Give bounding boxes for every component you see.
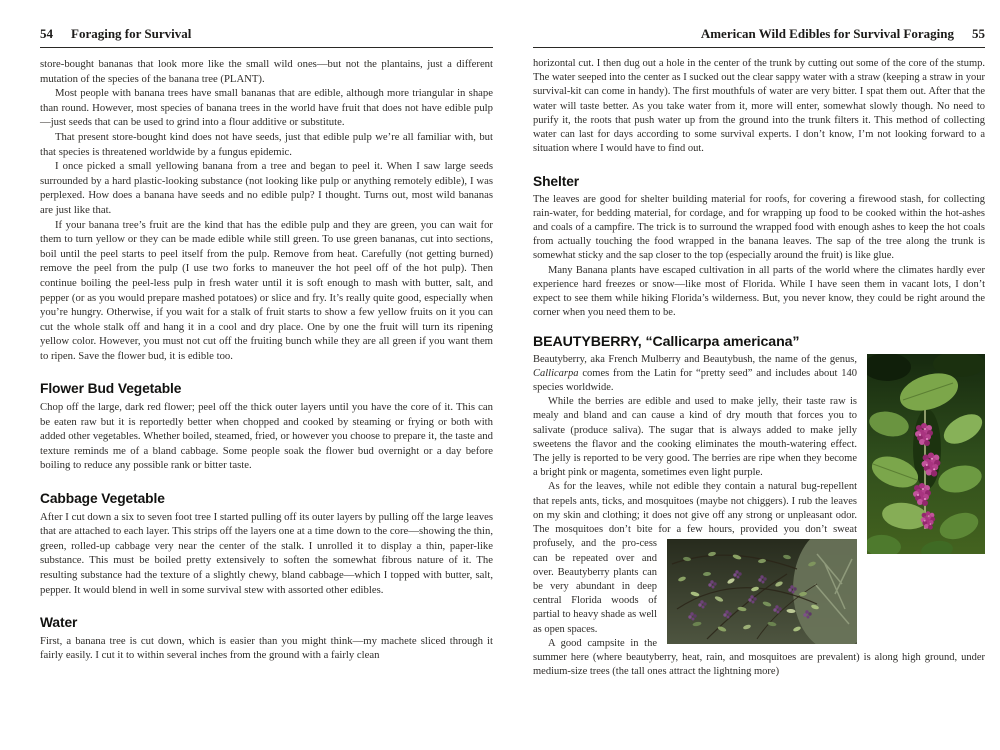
- paragraph: If your banana tree’s fruit are the kind that has the edible pulp and they are green, you can wait for them to turn yellow or they can be made edible while still green. To use green bananas, cut into sections, boil until the peel starts to peel itself from the pulp. Remove from heat. Carefully (not getting burned) remove the peel from the pulp (I use two forks to maneuver the hot peel off of the hot pulp). Then continue boiling the peel-less pulp in fresh water until it is soft enough to mash with butter, salt, and pepper (or as you would prepare mashed potatoes) or slice and fry. It’s really quite good, especially when you’re hungry. Otherwise, if you wait for a stalk of fruit starts to show a few yellow fruits on it you can cut the whole stalk off and hang it in a cool and dry place. One by one the fruit will turn its ripening yellow color. However, you must not cut off the fruiting bunch while they are all green if you want them to ripen. Save the flower bud, it is edible too.: [40, 218, 493, 362]
- page-header-left: [40, 26, 493, 48]
- paragraph: Most people with banana trees have small bananas that are edible, although more triangular in shape than round. However, most species of banana trees in the world have fruit that does not have edible pulp—just seeds that can be used to grind into a flour additive or substitute.: [40, 87, 493, 129]
- section-heading-water: Water: [40, 615, 78, 631]
- text-segment: cess can be repeated over and over. Beautyberry plants can be very abundant in deep central Florida woods of partial to heavy shade as well as open spaces.: [533, 538, 657, 635]
- paragraph: horizontal cut. I then dug out a hole in the center of the trunk by cutting out some of the core of the stump. The water seeped into the center as I sucked out the clear sappy water with a straw (keeping a straw in your survival-kit can come in handy). The first mouthfuls of water are very bitter. I spat them out. After that the water will taste better. As you take water from it, more will enter, somewhat slowly though. No need to purify it, the roots that push water up from the ground into the trunk filters it. This method of collecting water can last for days according to some survival experts. I don’t know, I’m not looking forward to a situation where I would have to find out.: [533, 58, 985, 155]
- paragraph: First, a banana tree is cut down, which is easier than you might think—my machete sliced through it fairly easily. I cut it to within several inches from the ground with a fairly clean: [40, 634, 493, 662]
- paragraph: Chop off the large, dark red flower; peel off the thick outer layers until you have the core of it. This can be eaten raw but it is reportedly better when chopped and cooked by steaming or frying or both with added other vegetables. Whether boiled, steamed, fried, or however you choose to prepare it, the taste and texture reminds me of a bland cabbage. Some people soak the flower bud overnight or a day before boiling to reduce any possible rank or bitter taste.: [40, 401, 493, 472]
- paragraph: After I cut down a six to seven foot tree I started pulling off its outer layers by pulling off the large leaves that are attached to each layer. This strips off the layers one at a time down to the core—showing the thin, green, rolled-up cabbage very near the center of the stalk. I unrolled it to display a thin, paper-like substance. This must be boiled pretty extensively to soften the somewhat fibrous nature of it. The resulting substance had the texture of a slightly chewy, bland cabbage—which I topped with butter, salt, pepper. It would blend in well in some survival stew with assorted other edibles.: [40, 510, 493, 596]
- paragraph: I once picked a small yellowing banana from a tree and began to peel it. When I saw large seeds surrounded by a hard plastic-looking substance (not looking like pulp or anything remotely edible), I was perplexed. How does a banana have seeds and no edible pulp? I thought. Turns out, most wild bananas are just like that.: [40, 160, 493, 216]
- section-heading-shelter: Shelter: [533, 174, 580, 190]
- species-name-italic: Callicarpa: [533, 367, 579, 379]
- text-segment: As for the leaves, while not edible they contain a natural bug-repellent that repels ants, ticks, and mosquitoes (maybe not chiggers). I rub the leaves on my skin and clothing; it does not give off any strong or unpleasant odor. The mosquitoes don’t bite for a few hours, provided you don’t sweat profusely, and the pro-: [533, 481, 857, 550]
- beautyberry-photo-closeup: [867, 354, 985, 554]
- right-text-column: [533, 57, 985, 679]
- page-header-right: [533, 26, 985, 48]
- beautyberry-photo-bush: [667, 539, 857, 644]
- running-title-left: Foraging for Survival: [71, 26, 192, 41]
- section-heading-beautyberry: BEAUTYBERRY, “Callicarpa americana”: [533, 334, 800, 351]
- text-segment: Beautyberry, aka French Mulberry and Beautybush, the name of the genus,: [533, 353, 857, 365]
- paragraph: That present store-bought kind does not have seeds, just that edible pulp we’re all familiar with, but that species is threatened worldwide by a fungus epidemic.: [40, 130, 493, 158]
- page-54: [40, 26, 493, 663]
- section-heading-cabbage-vegetable: Cabbage Vegetable: [40, 491, 165, 507]
- paragraph: A good campsite in the summer here (where beautyberry, heat, rain, and mosquitoes are prevalent) is along high ground, under medium-size trees (the tall ones attract the lightning more): [533, 637, 985, 678]
- paragraph: store-bought bananas that look more like the small wild ones—but not the plantains, just a different mutation of the species of the banana tree (PLANT).: [40, 58, 493, 85]
- beautyberry-closeup-illustration: [867, 354, 985, 554]
- page-number-right: 55: [972, 26, 985, 41]
- running-title-right: American Wild Edibles for Survival Foraging: [700, 26, 954, 41]
- page-55: [533, 26, 985, 679]
- page-number-left: 54: [40, 26, 53, 41]
- text-segment: comes from the Latin for “pretty seed” and includes about 140 species worldwide.: [533, 367, 857, 394]
- paragraph: The leaves are good for shelter building material for roofs, for covering a firewood stash, for collecting rain-water, for bedding material, for cordage, and for wrapping up food to be cooked within the hot-ashes and coals of a campfire. The trick is to surround the wrapped food with enough ashes to keep the hot coals from actually touching the food wrapped in the banana leaves. The sap of the tree along the trunk is somewhat sticky and the sap closer to the top (especially around the fruit) is like glue.: [533, 193, 985, 262]
- paragraph: While the berries are edible and used to make jelly, their taste raw is mealy and bland and can cause a kind of dry mouth that forces you to salivate (produce saliva). The sugar that is always added to make jelly sweetens the flavor and the cooking eliminates the mouth-watering effect. The jelly is reported to be very good. The berries are ripe when they become a bright pink or magenta, sometimes even light purple.: [533, 396, 857, 479]
- beautyberry-bush-illustration: [667, 539, 857, 644]
- section-heading-flower-bud-vegetable: Flower Bud Vegetable: [40, 381, 182, 397]
- paragraph: Many Banana plants have escaped cultivation in all parts of the world where the climates hardly ever experience hard freezes or snow—like most of Florida. While I have seen them in vacant lots, I don’t expect to see them while hiking Florida’s wilderness. But, you never know, they could be right around the corner when you need them to be.: [533, 264, 985, 319]
- left-text-column: [40, 57, 493, 663]
